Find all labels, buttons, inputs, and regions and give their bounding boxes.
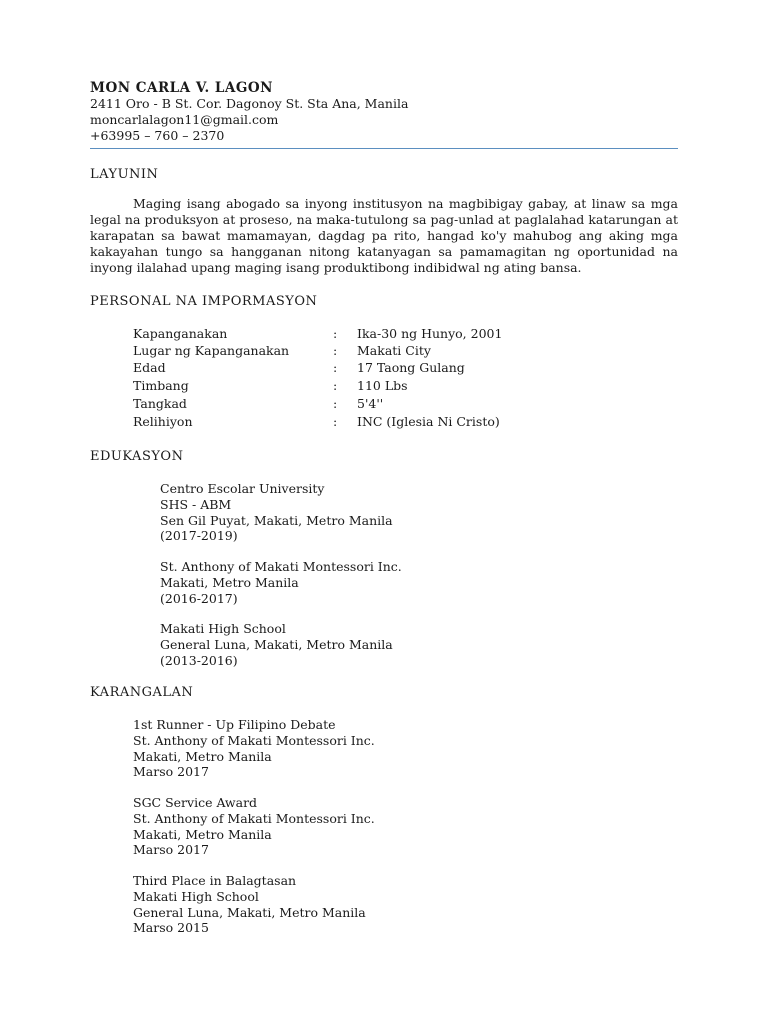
personal-info-row <box>133 413 553 430</box>
award-title: SGC Service Award <box>133 795 258 810</box>
address-text: 2411 Oro - B St. Cor. Dagonoy St. Sta Ana, Manila <box>90 96 409 111</box>
school-name: Centro Escolar University <box>160 481 325 496</box>
school-name: Makati High School <box>160 621 286 636</box>
personal-info-value: INC (Iglesia Ni Cristo) <box>357 414 500 429</box>
personal-info-label: Tangkad <box>133 396 187 411</box>
award-entry <box>133 873 366 936</box>
email-text: moncarlalagon11@gmail.com <box>90 112 279 127</box>
phone-text: +63995 – 760 – 2370 <box>90 128 225 143</box>
personal-info-row <box>133 377 553 394</box>
award-school: St. Anthony of Makati Montessori Inc. <box>133 810 375 826</box>
objective-paragraph: Maging isang abogado sa inyong institusyon na magbibigay gabay, at linaw sa mga legal na produksyon at proseso, na maka-tutulong sa pag-unlad at paglalahad katarungan at karapatan sa bawat mamamayan, dagdag pa rito, hangad ko'y mahubog ang aking mga kakayahan tungo sa hangganan nitong katanyagan sa pamamagitan ng oportunidad na inyong ilalahad upang maging isang produktibong indibidwal ng ating bansa. <box>90 196 678 275</box>
school-name: St. Anthony of Makati Montessori Inc. <box>160 559 402 574</box>
award-entry <box>133 795 375 858</box>
award-school: Makati High School <box>133 888 259 904</box>
personal-info-label: Kapanganakan <box>133 326 228 341</box>
award-title: Third Place in Balagtasan <box>133 873 297 888</box>
award-school: St. Anthony of Makati Montessori Inc. <box>133 732 375 748</box>
personal-info-label: Edad <box>133 360 166 375</box>
education-heading: EDUKASYON <box>90 449 184 464</box>
school-years: (2013-2016) <box>160 652 238 668</box>
header-divider <box>90 148 678 149</box>
award-location: Makati, Metro Manila <box>133 826 272 842</box>
education-entry <box>160 559 402 606</box>
award-location: Makati, Metro Manila <box>133 748 272 764</box>
personal-info-row <box>133 325 553 342</box>
resume-header <box>90 80 678 144</box>
personal-info-value: 5'4'' <box>357 396 384 411</box>
award-title: 1st Runner - Up Filipino Debate <box>133 717 336 732</box>
school-years: (2017-2019) <box>160 528 238 544</box>
personal-info-colon: : <box>333 343 338 358</box>
personal-info-colon: : <box>333 396 338 411</box>
personal-info-colon: : <box>333 326 338 341</box>
personal-info-colon: : <box>333 360 338 375</box>
school-address: General Luna, Makati, Metro Manila <box>160 636 393 652</box>
school-program: SHS - ABM <box>160 496 232 512</box>
school-years: (2016-2017) <box>160 590 238 606</box>
school-address: Makati, Metro Manila <box>160 574 299 590</box>
personal-info-label: Relihiyon <box>133 414 193 429</box>
objective-heading: LAYUNIN <box>90 167 159 182</box>
personal-info-colon: : <box>333 414 338 429</box>
award-date: Marso 2017 <box>133 764 209 780</box>
education-entry <box>160 481 393 544</box>
award-location: General Luna, Makati, Metro Manila <box>133 904 366 920</box>
personal-info-row <box>133 395 553 412</box>
personal-info-colon: : <box>333 378 338 393</box>
personal-info-row <box>133 342 553 359</box>
personal-info-label: Timbang <box>133 378 189 393</box>
personal-info-label: Lugar ng Kapanganakan <box>133 343 290 358</box>
award-entry <box>133 717 375 780</box>
award-date: Marso 2017 <box>133 842 209 858</box>
personal-info-value: Ika-30 ng Hunyo, 2001 <box>357 326 503 341</box>
personal-info-heading: PERSONAL NA IMPORMASYON <box>90 294 318 309</box>
awards-heading: KARANGALAN <box>90 685 194 700</box>
school-address: Sen Gil Puyat, Makati, Metro Manila <box>160 512 393 528</box>
personal-info-value: 17 Taong Gulang <box>357 360 465 375</box>
award-date: Marso 2015 <box>133 920 209 936</box>
personal-info-row <box>133 359 553 376</box>
personal-info-value: 110 Lbs <box>357 378 408 393</box>
education-entry <box>160 621 393 668</box>
personal-info-value: Makati City <box>357 343 431 358</box>
applicant-name: MON CARLA V. LAGON <box>90 80 273 96</box>
